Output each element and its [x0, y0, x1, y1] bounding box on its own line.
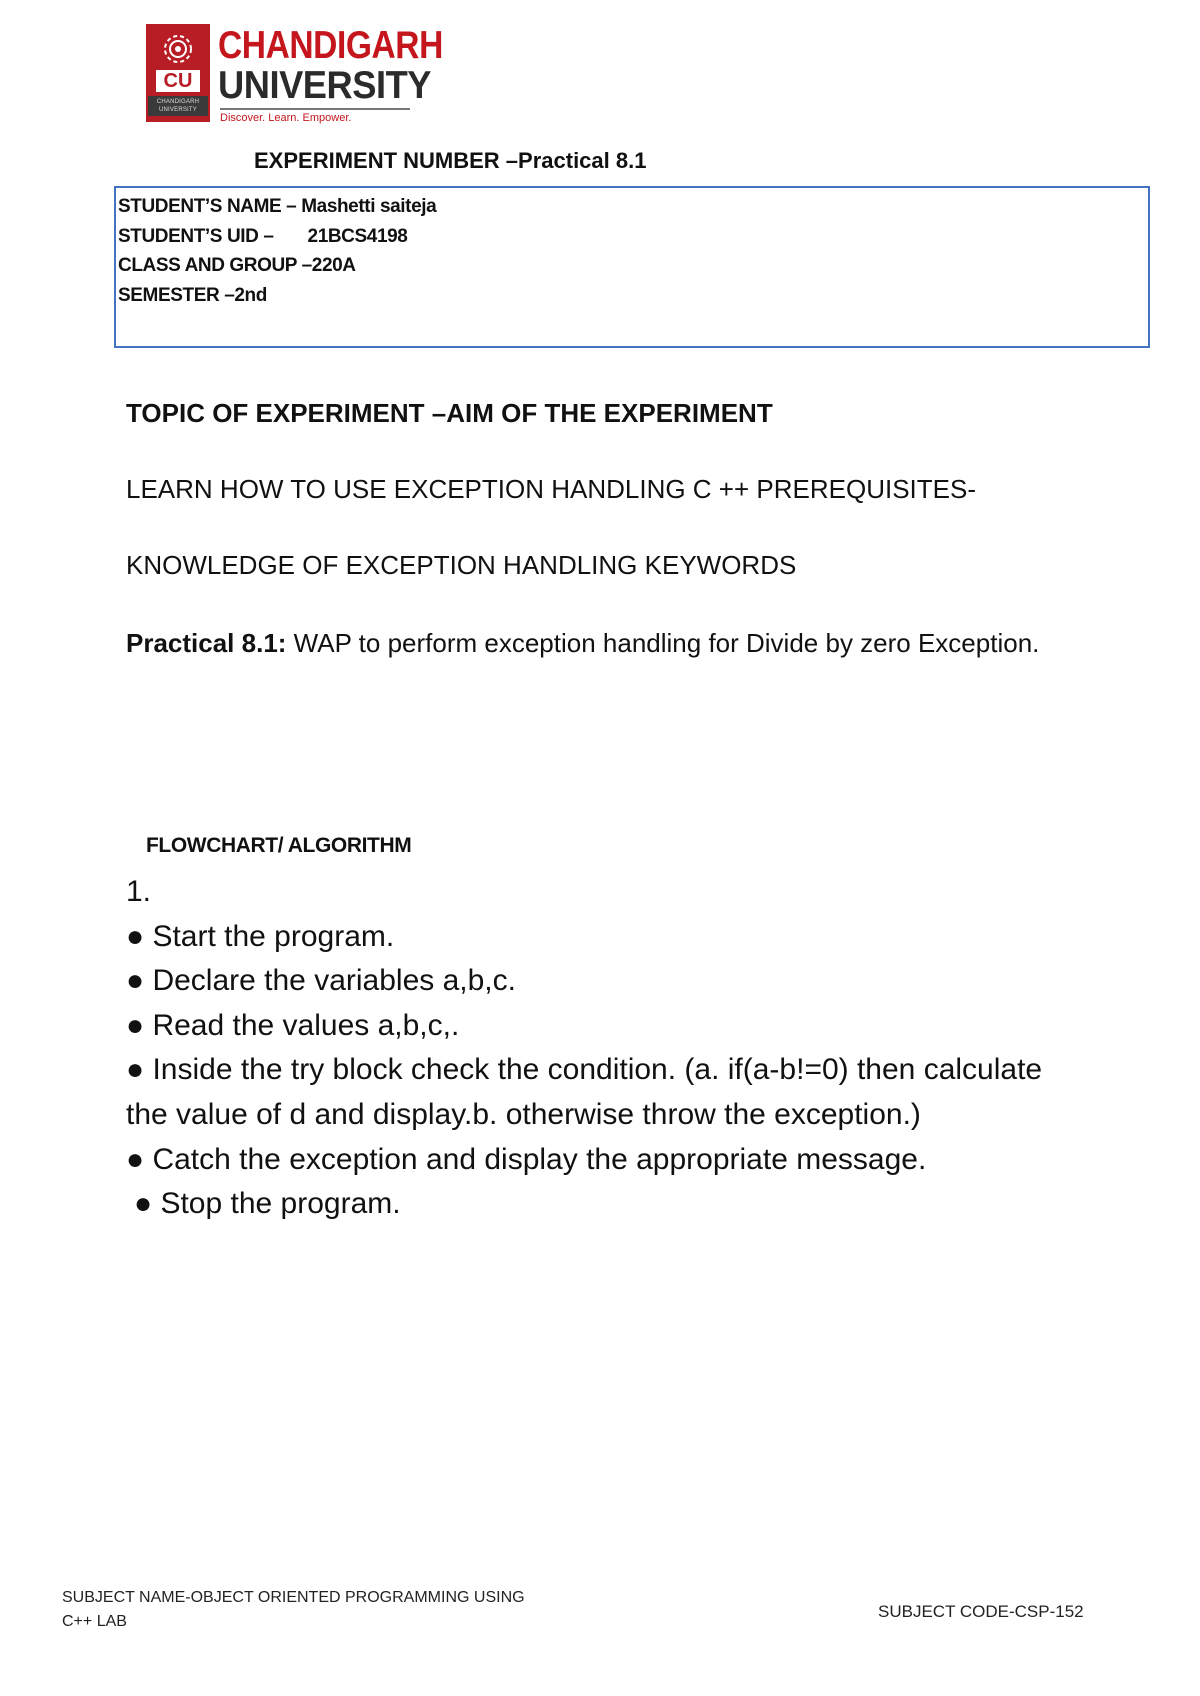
practical-label: Practical 8.1: — [126, 628, 287, 658]
algorithm-number: 1. — [126, 875, 152, 908]
list-item: ● Start the program. — [126, 919, 395, 953]
logo-cu-text: CU — [156, 70, 200, 92]
list-item: ● Declare the variables a,b,c. — [126, 964, 516, 998]
list-item: ● Read the values a,b,c,. — [126, 1008, 460, 1042]
footer-subject-name — [62, 1586, 525, 1634]
practical-statement — [126, 624, 1076, 663]
topic-heading: TOPIC OF EXPERIMENT –AIM OF THE EXPERIMENT — [126, 398, 773, 428]
footer-subject-code: SUBJECT CODE-CSP-152 — [878, 1602, 1084, 1621]
list-item: ● Inside the try block check the condition. (a. if(a-b!=0) then calculate the value of d and display.b. otherwise throw the exception.) — [126, 1053, 1043, 1131]
logo-emblem — [146, 24, 210, 122]
logo-name-line2: UNIVERSITY — [218, 64, 432, 107]
flowchart-title: FLOWCHART/ ALGORITHM — [146, 834, 412, 857]
practical-text: WAP to perform exception handling for Divide by zero Exception. — [286, 628, 1040, 658]
class-group: CLASS AND GROUP –220A — [118, 255, 356, 276]
footer-subject-name-line2: C++ LAB — [62, 1613, 127, 1630]
student-info-box — [114, 186, 1150, 348]
semester: SEMESTER –2nd — [118, 284, 267, 306]
logo-tagline: Discover. Learn. Empower. — [220, 112, 352, 124]
footer-subject-name-line1: SUBJECT NAME-OBJECT ORIENTED PROGRAMMING USING — [62, 1589, 525, 1606]
experiment-title: EXPERIMENT NUMBER –Practical 8.1 — [254, 148, 647, 173]
university-logo — [146, 24, 443, 124]
algorithm-list — [126, 870, 1066, 1227]
student-name: STUDENT’S NAME – Mashetti saiteja — [118, 196, 437, 217]
student-uid-label: STUDENT’S UID – — [118, 225, 274, 247]
student-uid — [118, 222, 1146, 252]
knowledge-line: KNOWLEDGE OF EXCEPTION HANDLING KEYWORDS — [126, 550, 797, 580]
gear-icon — [156, 30, 200, 68]
list-item: ● Catch the exception and display the appropriate message. — [126, 1142, 927, 1176]
learn-line: LEARN HOW TO USE EXCEPTION HANDLING C ++ PREREQUISITES- — [126, 474, 976, 504]
logo-name-line1: CHANDIGARH — [218, 24, 443, 67]
logo-divider — [220, 108, 410, 110]
student-uid-value: 21BCS4198 — [307, 225, 408, 247]
logo-small-text: CHANDIGARH UNIVERSITY — [148, 96, 208, 116]
list-item: ● Stop the program. — [134, 1187, 401, 1221]
